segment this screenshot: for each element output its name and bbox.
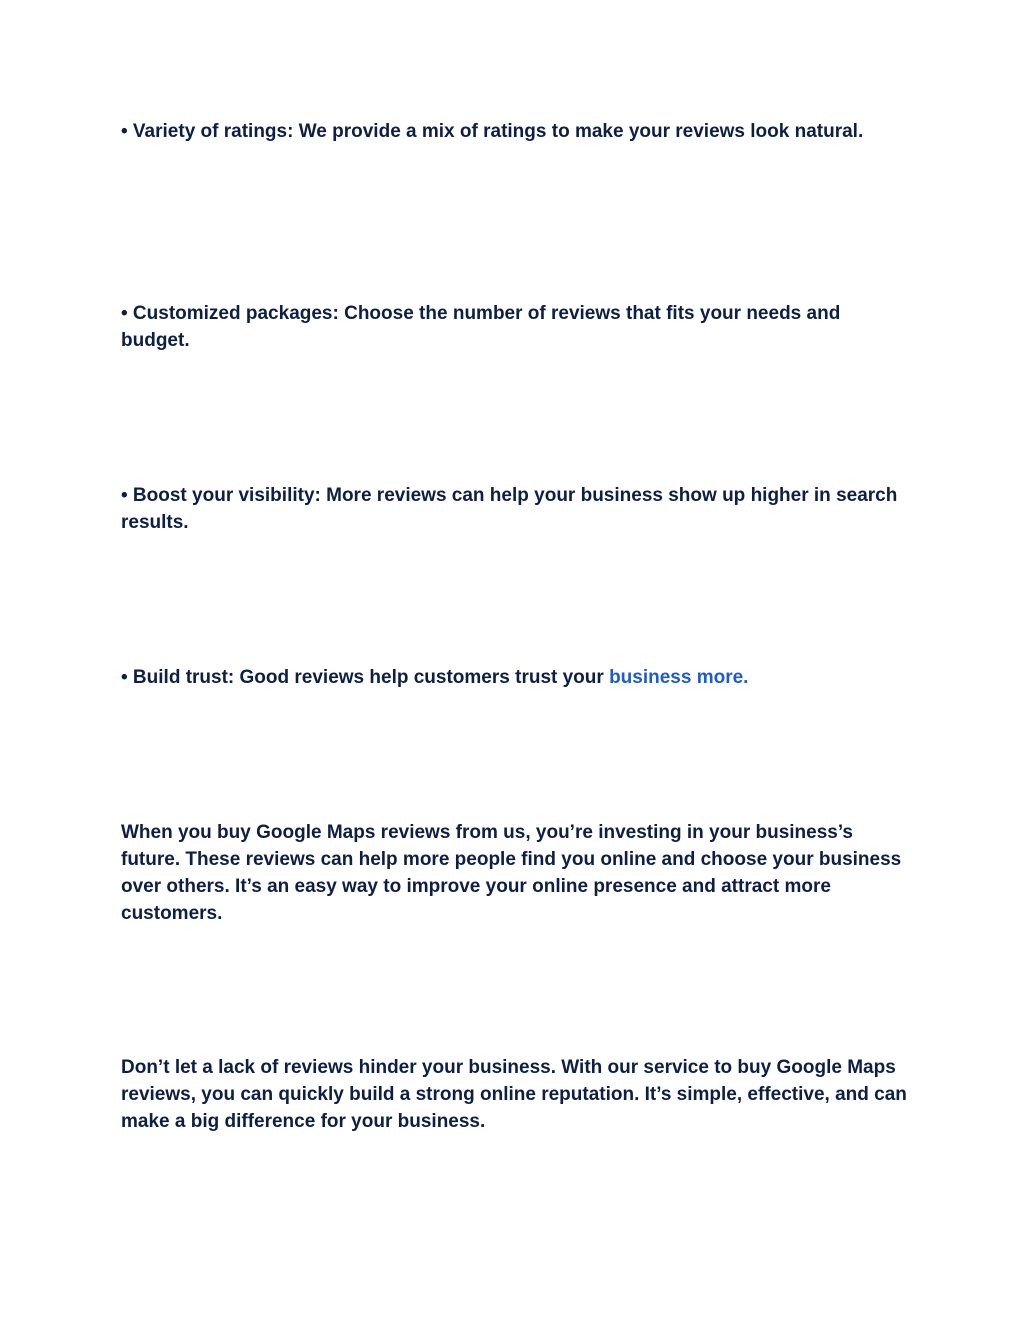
build-trust-period: . (743, 667, 749, 688)
bullet-boost-visibility: • Boost your visibility: More reviews can help your business show up higher in search results. (121, 485, 898, 533)
paragraph-investing: When you buy Google Maps reviews from us, you’re investing in your business’s future. These reviews can help more people find you online and choose your business over others. It’s an easy way to improve your online presence and attract more customers. (121, 822, 902, 924)
paragraph-closing: Don’t let a lack of reviews hinder your business. With our service to buy Google Maps reviews, you can quickly build a strong online reputation. It’s simple, effective, and can make a big difference for your business. (121, 1057, 907, 1132)
bullet-build-trust (121, 664, 911, 691)
build-trust-text: • Build trust: Good reviews help customers trust your (121, 667, 610, 688)
bullet-variety-of-ratings: • Variety of ratings: We provide a mix of ratings to make your reviews look natural. (121, 121, 864, 142)
business-more-link[interactable]: business more (609, 667, 744, 688)
bullet-customized-packages: • Customized packages: Choose the number of reviews that fits your needs and budget. (121, 303, 841, 351)
